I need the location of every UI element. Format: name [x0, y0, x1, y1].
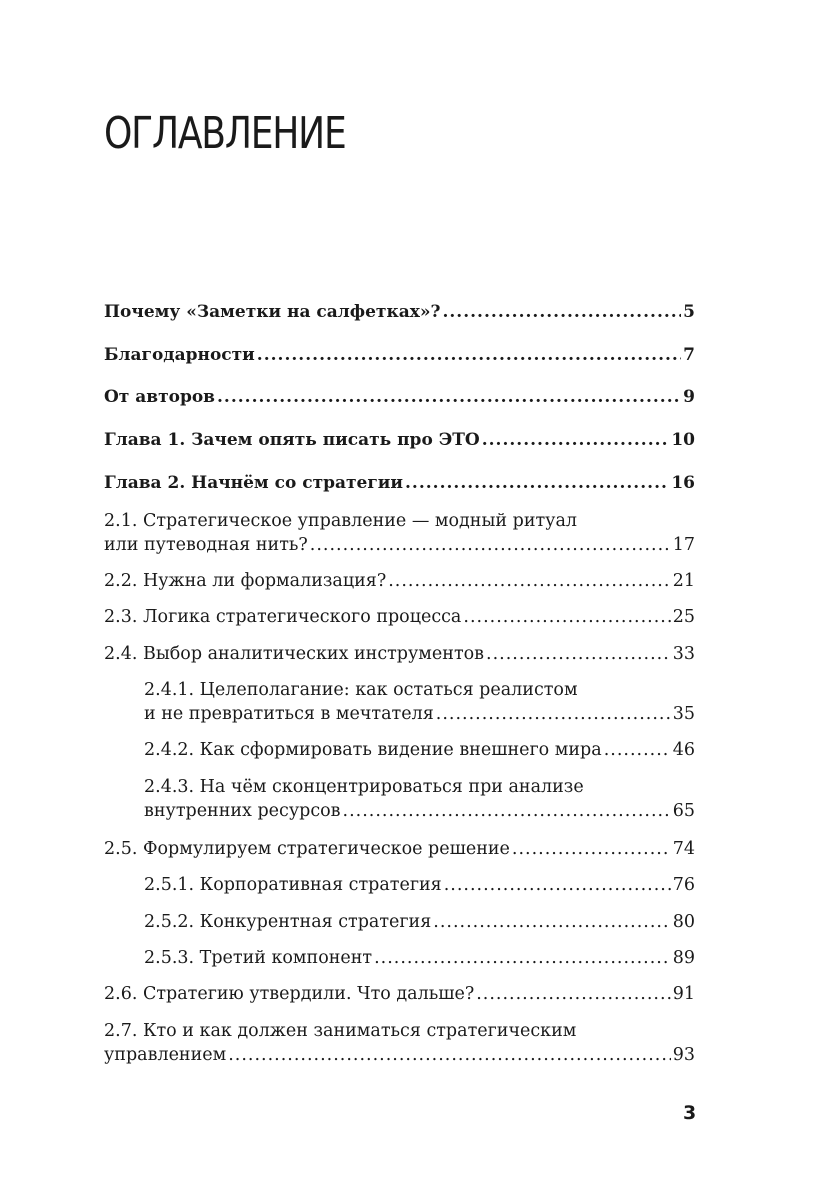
toc-entry-page: 35 [672, 704, 695, 724]
toc-entry-title: 2.5.2. Конкурентная стратегия [144, 912, 432, 932]
toc-entry-page: 74 [672, 839, 695, 859]
page-title: ОГЛАВЛЕНИЕ [104, 108, 346, 159]
toc-leader-dots [217, 385, 681, 409]
toc-entry-title: 2.5.1. Корпоративная стратегия [144, 875, 442, 895]
toc-entry[interactable] [104, 837, 695, 861]
toc-entry-title: 2.3. Логика стратегического процесса [104, 607, 462, 627]
toc-entry[interactable] [104, 343, 695, 367]
toc-entry[interactable] [144, 946, 695, 970]
toc-entry-title: внутренних ресурсов [144, 801, 341, 821]
toc-leader-dots [482, 428, 670, 452]
toc-entry-title: управлением [104, 1045, 227, 1065]
toc-entry[interactable] [104, 982, 695, 1006]
toc-entry-page: 10 [671, 430, 695, 450]
toc-entry[interactable] [144, 873, 695, 897]
toc-entry-page: 5 [683, 302, 695, 322]
toc-entry-title: Глава 1. Зачем опять писать про ЭТО [104, 430, 480, 450]
toc-entry-page: 65 [672, 801, 695, 821]
toc-leader-dots [257, 343, 681, 367]
toc-entry-page: 76 [672, 875, 695, 895]
toc-entry-page: 16 [671, 473, 695, 493]
toc-entry-title: или путеводная нить? [104, 535, 308, 555]
toc-leader-dots [442, 300, 681, 324]
toc-entry-title: 2.2. Нужна ли формализация? [104, 571, 387, 591]
toc-entry-title-first-line: 2.4.3. На чём сконцентрироваться при анализе [144, 777, 584, 797]
toc-entry[interactable] [104, 605, 695, 629]
toc-entry-page: 89 [672, 948, 695, 968]
toc-entry-title: 2.5.3. Третий компонент [144, 948, 373, 968]
toc-entry-page: 80 [672, 912, 695, 932]
toc-leader-dots [463, 605, 670, 629]
toc-entry-title: 2.4. Выбор аналитических инструментов [104, 644, 485, 664]
toc-entry-title: 2.6. Стратегию утвердили. Что дальше? [104, 984, 475, 1004]
toc-entry-page: 91 [672, 984, 695, 1004]
toc-entry-title-first-line: 2.4.1. Целеполагание: как остаться реалистом [144, 680, 578, 700]
toc-leader-dots [436, 702, 671, 726]
toc-entry-title: Почему «Заметки на салфетках»? [104, 302, 441, 322]
toc-leader-dots [310, 533, 671, 557]
toc-entry[interactable] [144, 775, 695, 823]
toc-entry[interactable] [144, 738, 695, 762]
toc-entry[interactable] [104, 428, 695, 452]
toc-entry[interactable] [144, 678, 695, 726]
toc-leader-dots [405, 471, 669, 495]
toc-entry-title: Глава 2. Начнём со стратегии [104, 473, 403, 493]
toc-leader-dots [228, 1043, 671, 1067]
toc-entry-page: 25 [672, 607, 695, 627]
toc-entry-page: 46 [672, 740, 695, 760]
toc-entry-title: и не превратиться в мечтателя [144, 704, 434, 724]
toc-entry[interactable] [104, 642, 695, 666]
toc-entry[interactable] [104, 385, 695, 409]
toc-leader-dots [388, 569, 671, 593]
toc-entry-title-first-line: 2.7. Кто и как должен заниматься стратегическим [104, 1021, 577, 1041]
toc-entry-page: 93 [672, 1045, 695, 1065]
toc-entry[interactable] [104, 569, 695, 593]
toc-entry-page: 7 [683, 345, 695, 365]
toc-leader-dots [604, 738, 671, 762]
toc-entry[interactable] [104, 471, 695, 495]
toc-leader-dots [374, 946, 671, 970]
toc-entry-page: 33 [672, 644, 695, 664]
toc-leader-dots [486, 642, 671, 666]
toc-entry-title: Благодарности [104, 345, 255, 365]
toc-entry-page: 21 [672, 571, 695, 591]
toc-leader-dots [343, 799, 671, 823]
toc-leader-dots [444, 873, 671, 897]
toc-entry-page: 17 [672, 535, 695, 555]
toc-entry[interactable] [144, 910, 695, 934]
toc-leader-dots [433, 910, 670, 934]
toc-entry[interactable] [104, 509, 695, 557]
toc-entry[interactable] [104, 1019, 695, 1067]
toc-entry-title-first-line: 2.1. Стратегическое управление — модный ритуал [104, 511, 578, 531]
toc-entry[interactable] [104, 300, 695, 324]
toc-entry-page: 9 [683, 387, 695, 407]
toc-entry-title: 2.5. Формулируем стратегическое решение [104, 839, 510, 859]
page-number: 3 [683, 1102, 697, 1124]
toc-leader-dots [476, 982, 670, 1006]
toc-entry-title: От авторов [104, 387, 215, 407]
toc-entry-title: 2.4.2. Как сформировать видение внешнего мира [144, 740, 602, 760]
toc-leader-dots [512, 837, 671, 861]
